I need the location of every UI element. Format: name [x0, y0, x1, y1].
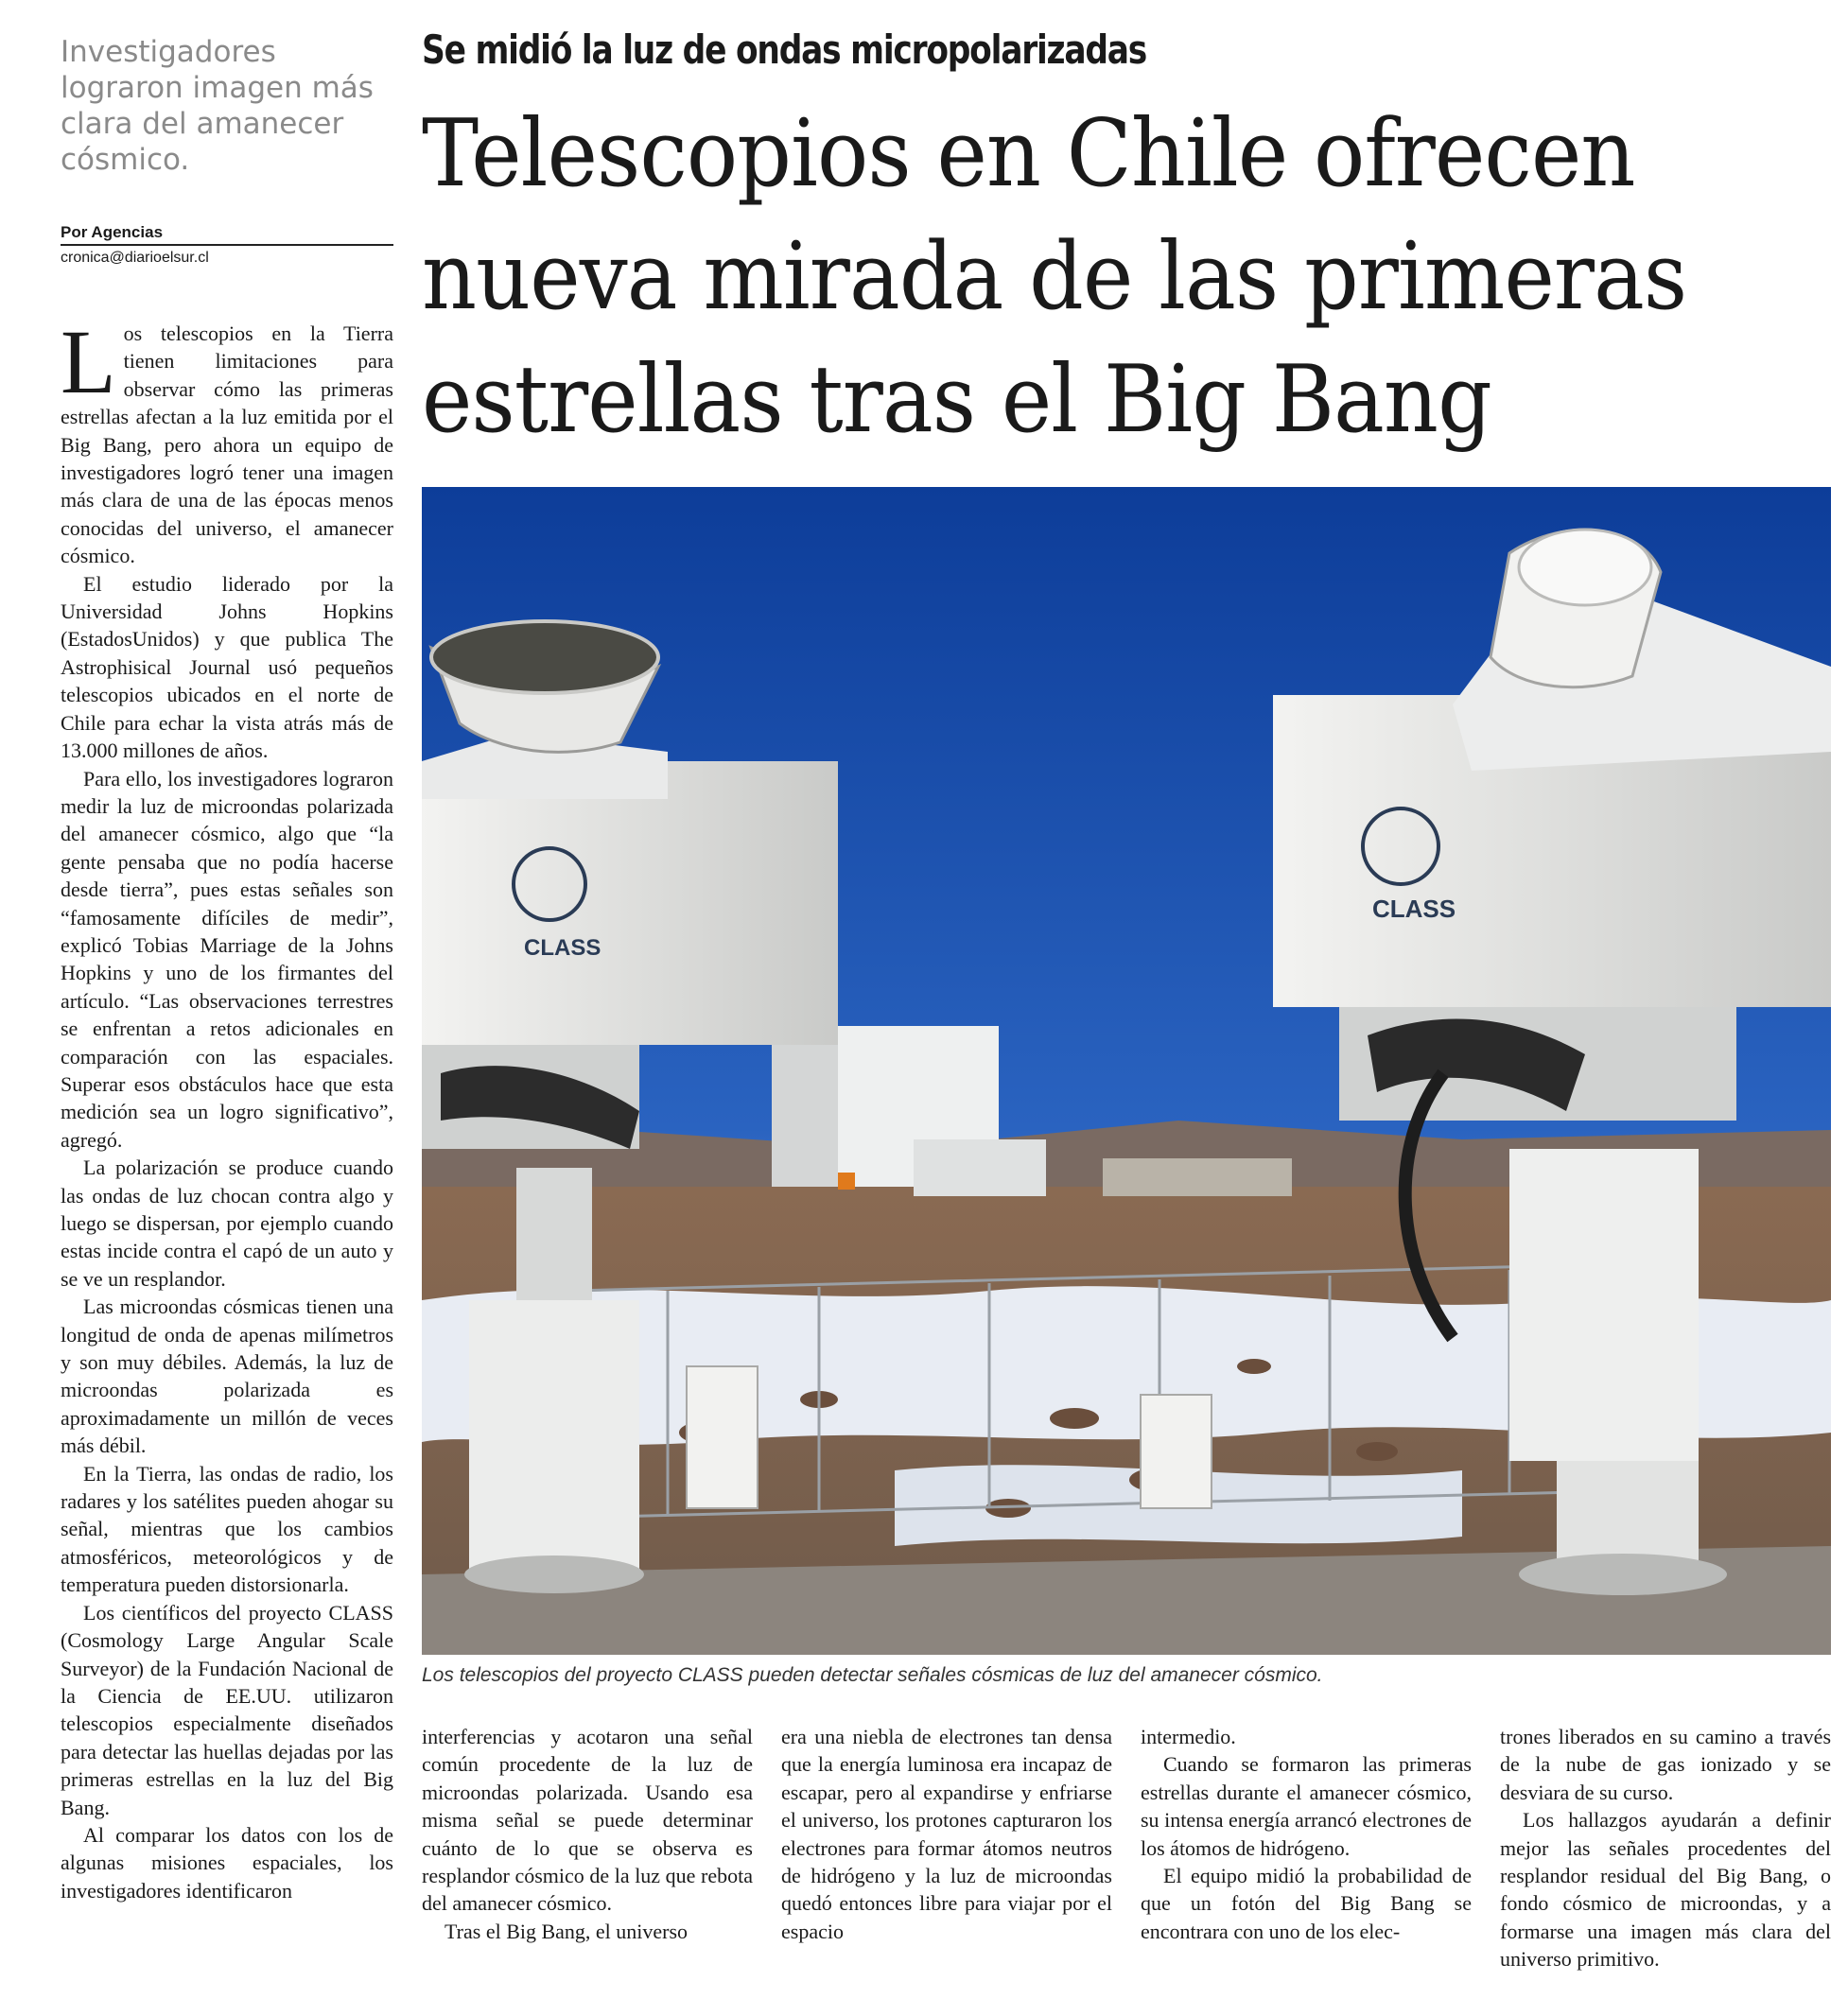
article-paragraph: En la Tierra, las ondas de radio, los radares y los satélites pueden ahogar su señal, mientras que los cambios atmosféricos, meteorológicos y de temperatura pueden distorsionarla.: [61, 1461, 393, 1597]
article-paragraph: Al comparar los datos con los de algunas misiones espaciales, los investigadores identificaron: [61, 1822, 393, 1903]
article-paragraph: trones liberados en su camino a través de la nube de gas ionizado y se desviara de su curso.: [1500, 1725, 1831, 1804]
article-column-4: [1141, 1723, 1472, 2007]
article-paragraph: interferencias y acotaron una señal común procedente de la luz de microondas polarizada. Usando esa misma señal se puede determinar cuánto de lo que se observa es resplandor cósmico de la luz que rebota del amanecer cósmico.: [422, 1725, 753, 1916]
article-paragraph: intermedio.: [1141, 1725, 1236, 1748]
article-paragraph: La polarización se produce cuando las ondas de luz chocan contra algo y luego se dispersan, por ejemplo cuando estas incide contra el capó de un auto y se ve un resplandor.: [61, 1156, 393, 1291]
left-column: [61, 34, 393, 1904]
article-paragraph: Los hallazgos ayudarán a definir mejor las señales procedentes del resplandor residual del Big Bang, o fondo cósmico de microondas, y a formarse una imagen más clara del universo primitivo.: [1500, 1808, 1831, 1972]
article-paragraph: Los telescopios en la Tierra tienen limitaciones para observar cómo las primeras estrellas afectan a la luz emitida por el Big Bang, pero ahora un equipo de investigadores logró tener una imagen más clara de una de las épocas menos conocidas del universo, el amanecer cósmico.: [61, 311, 393, 568]
photo-caption: Los telescopios del proyecto CLASS pueden detectar señales cósmicas de luz del amanecer cósmico.: [422, 1664, 1323, 1686]
class-logo-left: CLASS: [524, 935, 601, 961]
telescope-photo: [422, 487, 1831, 1655]
article-paragraph: El estudio liderado por la Universidad Johns Hopkins (EstadosUnidos) y que publica The Astrophisical Journal usó pequeños telescopios ubicados en el norte de Chile para echar la vista atrás más de 13.000 millones de años.: [61, 571, 393, 763]
byline-author: Por Agencias: [61, 223, 164, 241]
article-paragraph: Los científicos del proyecto CLASS (Cosmology Large Angular Scale Surveyor) de la Fundación Nacional de la Ciencia de EE.UU. utilizaron telescopios especialmente diseñados para detectar las huellas dejadas por las primeras estrellas en la luz del Big Bang.: [61, 1600, 393, 1819]
article-paragraph: Tras el Big Bang, el universo: [445, 1919, 689, 1943]
article-column-2: [422, 1723, 753, 2007]
article-paragraph: Cuando se formaron las primeras estrellas durante el amanecer cósmico, su intensa energía arrancó electrones de los átomos de hidrógeno.: [1141, 1752, 1472, 1860]
byline-email: cronica@diarioelsur.cl: [61, 250, 209, 266]
article-paragraph: El equipo midió la probabilidad de que un fotón del Big Bang se encontrara con uno de los elec-: [1141, 1864, 1472, 1943]
article-paragraph: Para ello, los investigadores lograron medir la luz de microondas polarizada del amanecer cósmico, algo que “la gente pensaba que no podía hacerse desde tierra”, pues estas señales son “famosamente difíciles de medir”, explicó Tobias Marriage de la Johns Hopkins y uno de los firmantes del artículo. “Las observaciones terrestres se enfrentan a retos adicionales en comparación con las espaciales. Superar esos obstáculos hace que esta medición sea un logro significativo”, agregó.: [61, 766, 393, 1152]
lead-summary: Investigadores lograron imagen más clara del amanecer cósmico.: [61, 35, 374, 177]
article-bottom-columns: [422, 1723, 1831, 2007]
article-paragraph: Las microondas cósmicas tienen una longitud de onda de apenas milímetros y son muy débiles. Además, la luz de microondas polarizada es aproximadamente un millón de veces más débil.: [61, 1295, 393, 1458]
article-column-3: [781, 1723, 1112, 2007]
headline: Telescopios en Chile ofrecen nueva mirada de las primeras estrellas tras el Big Bang: [422, 100, 1687, 454]
article-column-1: [61, 311, 393, 1904]
class-logo-right: CLASS: [1372, 895, 1456, 923]
article-paragraph: era una niebla de electrones tan densa que la energía luminosa era incapaz de escapar, pero al expandirse y enfriarse el universo, los protones capturaron los electrones para formar átomos neutros de hidrógeno y la luz de microondas quedó entonces libre para viajar por el espacio: [781, 1725, 1112, 1943]
article-column-5: [1500, 1723, 1831, 2007]
drop-cap: L: [61, 311, 116, 412]
byline: [61, 223, 393, 246]
kicker: Se midió la luz de ondas micropolarizadas: [422, 26, 1147, 73]
